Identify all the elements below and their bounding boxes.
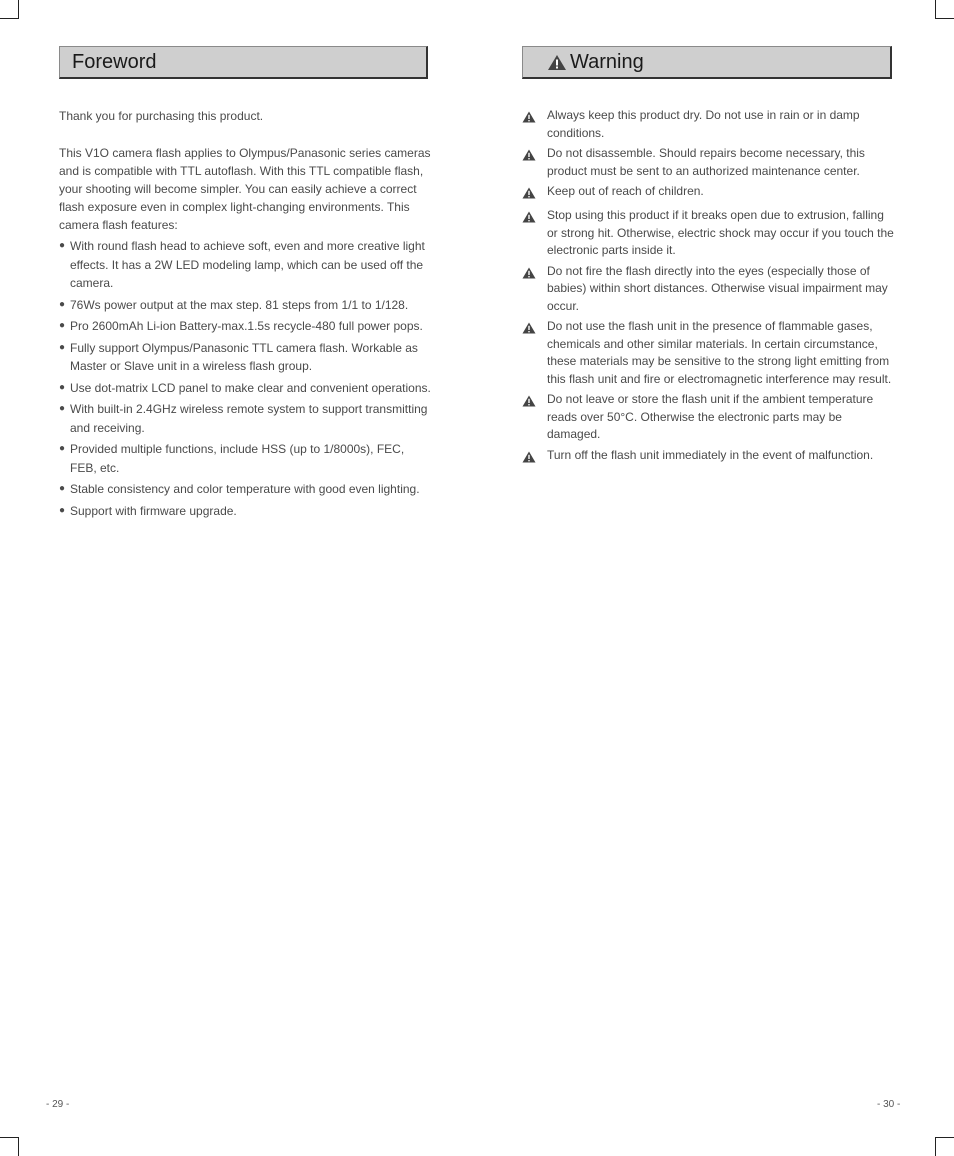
warning-item xyxy=(522,263,894,316)
warning-item xyxy=(522,447,894,468)
warning-text: Turn off the flash unit immediately in the event of malfunction. xyxy=(547,447,874,462)
warning-item xyxy=(522,318,894,388)
warning-text: Do not disassemble. Should repairs become necessary, this product must be sent to an authorized maintenance center. xyxy=(547,146,865,178)
bullet-dot: ● xyxy=(59,504,66,516)
feature-text: Pro 2600mAh Li-ion Battery-max.1.5s recycle-480 full power pops. xyxy=(70,319,423,333)
page-number-right: - 30 - xyxy=(877,1099,901,1110)
feature-item xyxy=(59,400,434,437)
page-number-left: - 29 - xyxy=(46,1099,70,1110)
feature-item xyxy=(59,502,434,521)
bullet-dot: ● xyxy=(59,341,66,353)
warning-item xyxy=(522,145,894,180)
feature-text: Support with firmware upgrade. xyxy=(70,503,237,518)
warning-triangle-icon xyxy=(522,107,547,142)
bullet-dot: ● xyxy=(59,320,66,331)
warning-list xyxy=(522,107,894,468)
bullet-dot: ● xyxy=(59,298,66,310)
bullet-dot: ● xyxy=(59,443,66,454)
feature-item xyxy=(59,237,434,293)
feature-item xyxy=(59,379,434,398)
warning-title: Warning xyxy=(570,50,644,73)
warning-header xyxy=(522,46,892,79)
foreword-header xyxy=(59,46,428,79)
bullet-dot: ● xyxy=(59,403,66,414)
warning-item xyxy=(522,207,894,260)
feature-list xyxy=(59,237,434,520)
warning-triangle-icon xyxy=(522,391,547,444)
warning-triangle-icon xyxy=(522,207,547,260)
bullet-dot: ● xyxy=(59,240,66,251)
warning-triangle-icon xyxy=(547,54,567,71)
feature-text: Provided multiple functions, include HSS (up to 1/8000s), FEC, FEB, etc. xyxy=(70,442,405,475)
feature-item xyxy=(59,339,434,376)
feature-item xyxy=(59,296,434,315)
intro-text: Thank you for purchasing this product. xyxy=(59,109,264,123)
warning-text: Always keep this product dry. Do not use in rain or in damp conditions. xyxy=(547,108,860,140)
bullet-dot: ● xyxy=(59,381,66,393)
warning-body xyxy=(522,107,894,471)
warning-text: Stop using this product if it breaks open due to extrusion, falling or strong hit. Otherwise, electric shock may occur if you touch the electronic parts inside it. xyxy=(547,208,894,257)
warning-triangle-icon xyxy=(522,447,547,468)
warning-triangle-icon xyxy=(522,263,547,316)
feature-text: With round flash head to achieve soft, even and more creative light effects. It has a 2W LED modeling lamp, which can be used off the camera. xyxy=(70,239,425,290)
warning-text: Keep out of reach of children. xyxy=(547,184,704,198)
warning-triangle-icon xyxy=(522,318,547,388)
feature-text: With built-in 2.4GHz wireless remote system to support transmitting and receiving. xyxy=(70,402,428,435)
warning-triangle-icon xyxy=(522,183,547,204)
warning-triangle-icon xyxy=(522,145,547,180)
bullet-dot: ● xyxy=(59,483,66,494)
warning-item xyxy=(522,107,894,142)
warning-item xyxy=(522,391,894,444)
feature-item xyxy=(59,480,434,499)
warning-text: Do not fire the flash directly into the eyes (especially those of babies) within short distances. Otherwise visual impairment may occur. xyxy=(547,263,888,313)
feature-text: Fully support Olympus/Panasonic TTL camera flash. Workable as Master or Slave unit in a wireless flash group. xyxy=(70,340,418,373)
crop-mark-bottom-right xyxy=(935,1137,954,1156)
crop-mark-bottom-left xyxy=(0,1137,19,1156)
warning-item xyxy=(522,183,894,204)
feature-item xyxy=(59,440,434,477)
warning-text: Do not use the flash unit in the presence of flammable gases, chemicals and other similar materials. In certain circumstance, these materials may be sensitive to the strong light emitting from this flash unit and fire or electromagnetic interference may result. xyxy=(547,319,892,386)
foreword-title: Foreword xyxy=(72,50,157,73)
feature-text: 76Ws power output at the max step. 81 steps from 1/1 to 1/128. xyxy=(70,297,409,312)
crop-mark-top-right xyxy=(935,0,954,19)
foreword-body xyxy=(59,107,434,520)
feature-text: Stable consistency and color temperature with good even lighting. xyxy=(70,482,420,496)
feature-text: Use dot-matrix LCD panel to make clear and convenient operations. xyxy=(70,380,431,395)
warning-text: Do not leave or store the flash unit if the ambient temperature reads over 50°C. Otherwise the electronic parts may be damaged. xyxy=(547,392,874,441)
intro-paragraph: This V1O camera flash applies to Olympus/Panasonic series cameras and is compatible with TTL autoflash. With this TTL compatible flash, your shooting will become simpler. You can easily achieve a correct flash exposure even in complex light-changing environments. This camera flash features: xyxy=(59,146,431,232)
crop-mark-top-left xyxy=(0,0,19,19)
feature-item xyxy=(59,317,434,336)
